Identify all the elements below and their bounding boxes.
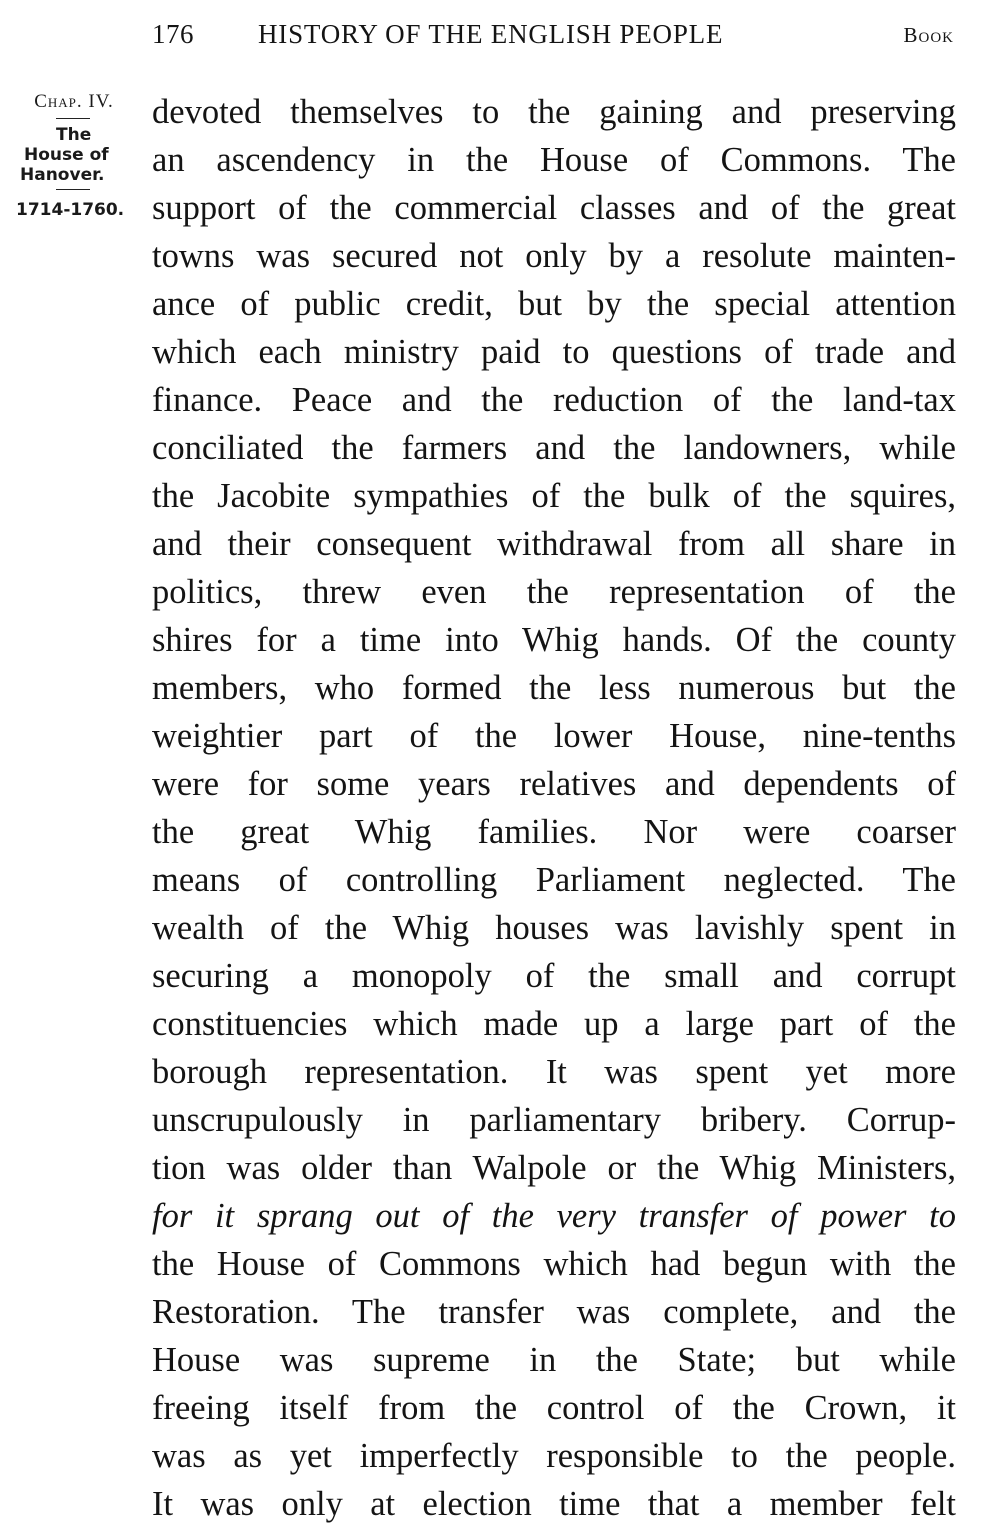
text-line: for it sprang out of the very transfer of power to <box>152 1197 956 1235</box>
sidenote-subject <box>14 125 130 185</box>
date-range: 1714-1760. <box>16 200 125 220</box>
body-text <box>152 88 956 1528</box>
sidenote-divider <box>56 118 90 119</box>
text-line: an ascendency in the House of Commons. The <box>152 141 956 179</box>
text-line: the Jacobite sympathies of the bulk of the squires, <box>152 477 956 515</box>
subject-line: The <box>56 125 92 145</box>
text-line: ance of public credit, but by the special attention <box>152 285 956 323</box>
text-line: tion was older than Walpole or the Whig Ministers, <box>152 1149 956 1187</box>
text-line: was as yet imperfectly responsible to the people. <box>152 1437 956 1475</box>
text-line: members, who formed the less numerous but the <box>152 669 956 707</box>
text-line: were for some years relatives and dependents of <box>152 765 956 803</box>
text-line: the House of Commons which had begun with the <box>152 1245 956 1283</box>
text-line: finance. Peace and the reduction of the land-tax <box>152 381 956 419</box>
page-header <box>152 14 956 54</box>
text-line: wealth of the Whig houses was lavishly spent in <box>152 909 956 947</box>
text-line: freeing itself from the control of the Crown, it <box>152 1389 956 1427</box>
text-line: borough representation. It was spent yet more <box>152 1053 956 1091</box>
text-line: which each ministry paid to questions of trade and <box>152 333 956 371</box>
text-line: securing a monopoly of the small and corrupt <box>152 957 956 995</box>
text-line: shires for a time into Whig hands. Of the county <box>152 621 956 659</box>
text-line: unscrupulously in parliamentary bribery. Corrup- <box>152 1101 956 1139</box>
subject-line: House of <box>24 145 109 165</box>
text-line: support of the commercial classes and of the great <box>152 189 956 227</box>
text-line: means of controlling Parliament neglected. The <box>152 861 956 899</box>
book-label: Book <box>903 23 954 47</box>
text-line: the great Whig families. Nor were coarser <box>152 813 956 851</box>
text-line: towns was secured not only by a resolute mainten- <box>152 237 956 275</box>
text-line: conciliated the farmers and the landowners, while <box>152 429 956 467</box>
chapter-label: Chap. IV. <box>34 91 114 112</box>
text-line: and their consequent withdrawal from all share in <box>152 525 956 563</box>
text-line: weightier part of the lower House, nine-tenths <box>152 717 956 755</box>
subject-line: Hanover. <box>20 165 105 185</box>
page-number: 176 <box>152 19 194 49</box>
text-line: devoted themselves to the gaining and preserving <box>152 93 956 131</box>
sidenote-divider <box>56 189 90 190</box>
text-line: House was supreme in the State; but while <box>152 1341 956 1379</box>
text-line: constituencies which made up a large part of the <box>152 1005 956 1043</box>
running-title: HISTORY OF THE ENGLISH PEOPLE <box>258 19 724 49</box>
text-line: Restoration. The transfer was complete, and the <box>152 1293 956 1331</box>
text-line: It was only at election time that a member felt <box>152 1485 956 1523</box>
margin-sidenote <box>14 92 130 220</box>
text-line: politics, threw even the representation of the <box>152 573 956 611</box>
